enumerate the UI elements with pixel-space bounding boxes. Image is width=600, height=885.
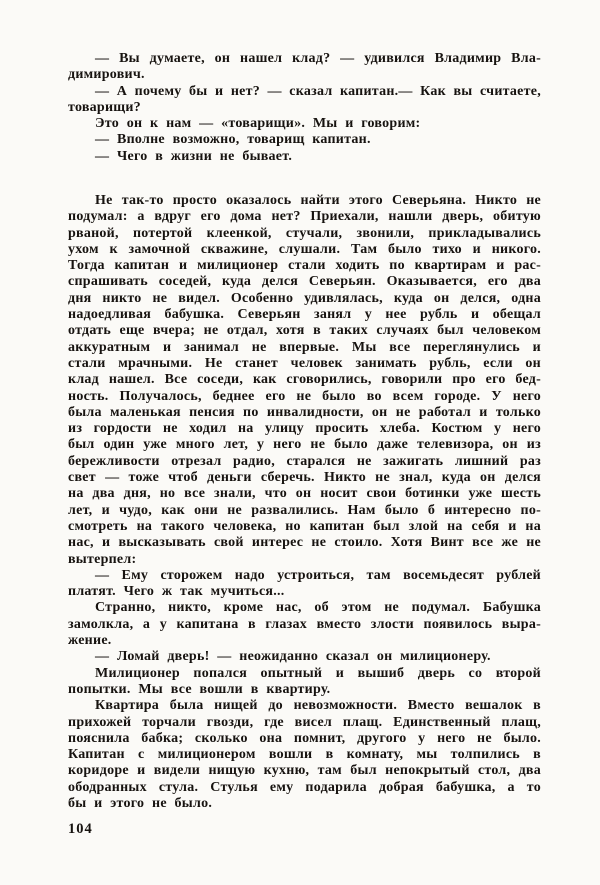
- text-line: — А почему бы и нет? — сказал капитан.— Как вы считаете,: [95, 83, 541, 99]
- text-line: из гордости не ходил на улицу просить хлеба. Костюм у него: [68, 421, 541, 437]
- text-line: — Ломай дверь! — неожиданно сказал он милиционеру.: [95, 649, 491, 665]
- paragraph: [68, 132, 541, 148]
- text-line: клад нашел. Все соседи, как сговорились, говорили про его бед-: [68, 372, 541, 388]
- text-line: лет, и чудо, как они не развалились. Нам было б интересно по-: [68, 502, 541, 518]
- text-line: платят. Чего ж так мучиться...: [68, 584, 285, 600]
- text-line: нас, и высказывать свой интерес не стоило. Хотя Винт все же не: [68, 535, 541, 551]
- text-line: дня никто не видел. Особенно удивлялась, куда он делся, одна: [68, 290, 541, 306]
- paragraph: [68, 51, 541, 84]
- text-line: на два дня, но все знали, что он носит свои ботинки уже шесть: [68, 486, 541, 502]
- text-line: Капитан с милиционером вошли в комнату, мы толпились в: [68, 747, 541, 763]
- narrative-section: [68, 193, 541, 812]
- paragraph: [68, 193, 541, 568]
- dialogue-section: [68, 51, 541, 165]
- page-number: 104: [68, 821, 93, 837]
- text-line: замолкла, а у капитана в глазах вместо злости появилось выра-: [68, 616, 541, 632]
- paragraph: [68, 568, 541, 601]
- text-line: был один уже много лет, у него не было даже телевизора, он из: [68, 437, 541, 453]
- paragraph: [68, 649, 541, 665]
- text-line: Милиционер попался опытный и вышиб дверь со второй: [95, 665, 541, 681]
- text-line: свет — тоже чтоб деньги сберечь. Никто не знал, куда он делся: [68, 470, 541, 486]
- paragraph: [68, 600, 541, 649]
- text-line: ободранных стула. Стулья ему подарила добрая бабушка, а то: [68, 779, 541, 795]
- text-line: Тогда капитан и милиционер стали ходить по квартирам и рас-: [68, 258, 541, 274]
- text-line: Странно, никто, кроме нас, об этом не подумал. Бабушка: [95, 600, 541, 616]
- text-line: Не так-то просто оказалось найти этого Северьяна. Никто не: [95, 193, 541, 208]
- text-line: димирович.: [68, 67, 145, 83]
- paragraph: [68, 666, 541, 699]
- text-line: надоедливая бабушка. Северьян занял у нее рубль и обещал: [68, 307, 541, 323]
- text-line: ухом к замочной скважине, слушали. Там было тихо и никого.: [68, 241, 541, 257]
- text-line: была маленькая пенсия по инвалидности, он не работал и только: [68, 404, 541, 420]
- text-line: вытерпел:: [68, 551, 137, 567]
- text-line: попытки. Мы все вошли в квартиру.: [68, 681, 331, 697]
- paragraph: [68, 698, 541, 812]
- text-line: Квартира была нищей до невозможности. Вместо вешалок в: [95, 698, 541, 714]
- text-line: подумал: а вдруг его дома нет? Приехали, нашли дверь, обитую: [68, 209, 541, 225]
- text-line: — Ему сторожем надо устроиться, там восемьдесят рублей: [95, 567, 541, 583]
- text-line: стали мрачными. Не станет человек занимать рубль, если он: [68, 355, 541, 371]
- text-line: — Вы думаете, он нашел клад? — удивился Владимир Вла-: [95, 51, 541, 66]
- text-line: спрашивать соседей, куда делся Северьян. Оказывается, его два: [68, 274, 541, 290]
- text-line: — Вполне возможно, товарищ капитан.: [95, 132, 371, 148]
- text-line: пояснила бабка; сколько она помнит, другого у него не было.: [68, 730, 541, 746]
- text-line: аккуратным и занимал не впервые. Мы все переглянулись и: [68, 339, 541, 355]
- text-line: бы и этого не было.: [68, 795, 213, 811]
- text-line: Это он к нам — «товарищи». Мы и говорим:: [95, 116, 421, 132]
- text-line: ность. Получалось, беднее его не было во всем городе. У него: [68, 388, 541, 404]
- text-line: товарищи?: [68, 99, 141, 115]
- paragraph: [68, 116, 541, 132]
- text-line: коридоре и видели нищую кухню, там был непокрытый стол, два: [68, 763, 541, 779]
- text-line: жение.: [68, 633, 112, 649]
- text-line: — Чего в жизни не бывает.: [95, 148, 293, 164]
- text-line: отдать еще вчера; не отдал, хотя в таких случаях был человеком: [68, 323, 541, 339]
- paragraph: [68, 149, 541, 165]
- text-line: бережливости отрезал радио, старался не зажигать лишний раз: [68, 453, 541, 469]
- text-line: смотреть на такого человека, но капитан был злой на себя и на: [68, 518, 541, 534]
- paragraph: [68, 84, 541, 117]
- text-line: прихожей торчали гвозди, где висел плащ. Единственный плащ,: [68, 714, 541, 730]
- text-line: рваной, потертой клеенкой, стучали, звонили, прикладывались: [68, 225, 541, 241]
